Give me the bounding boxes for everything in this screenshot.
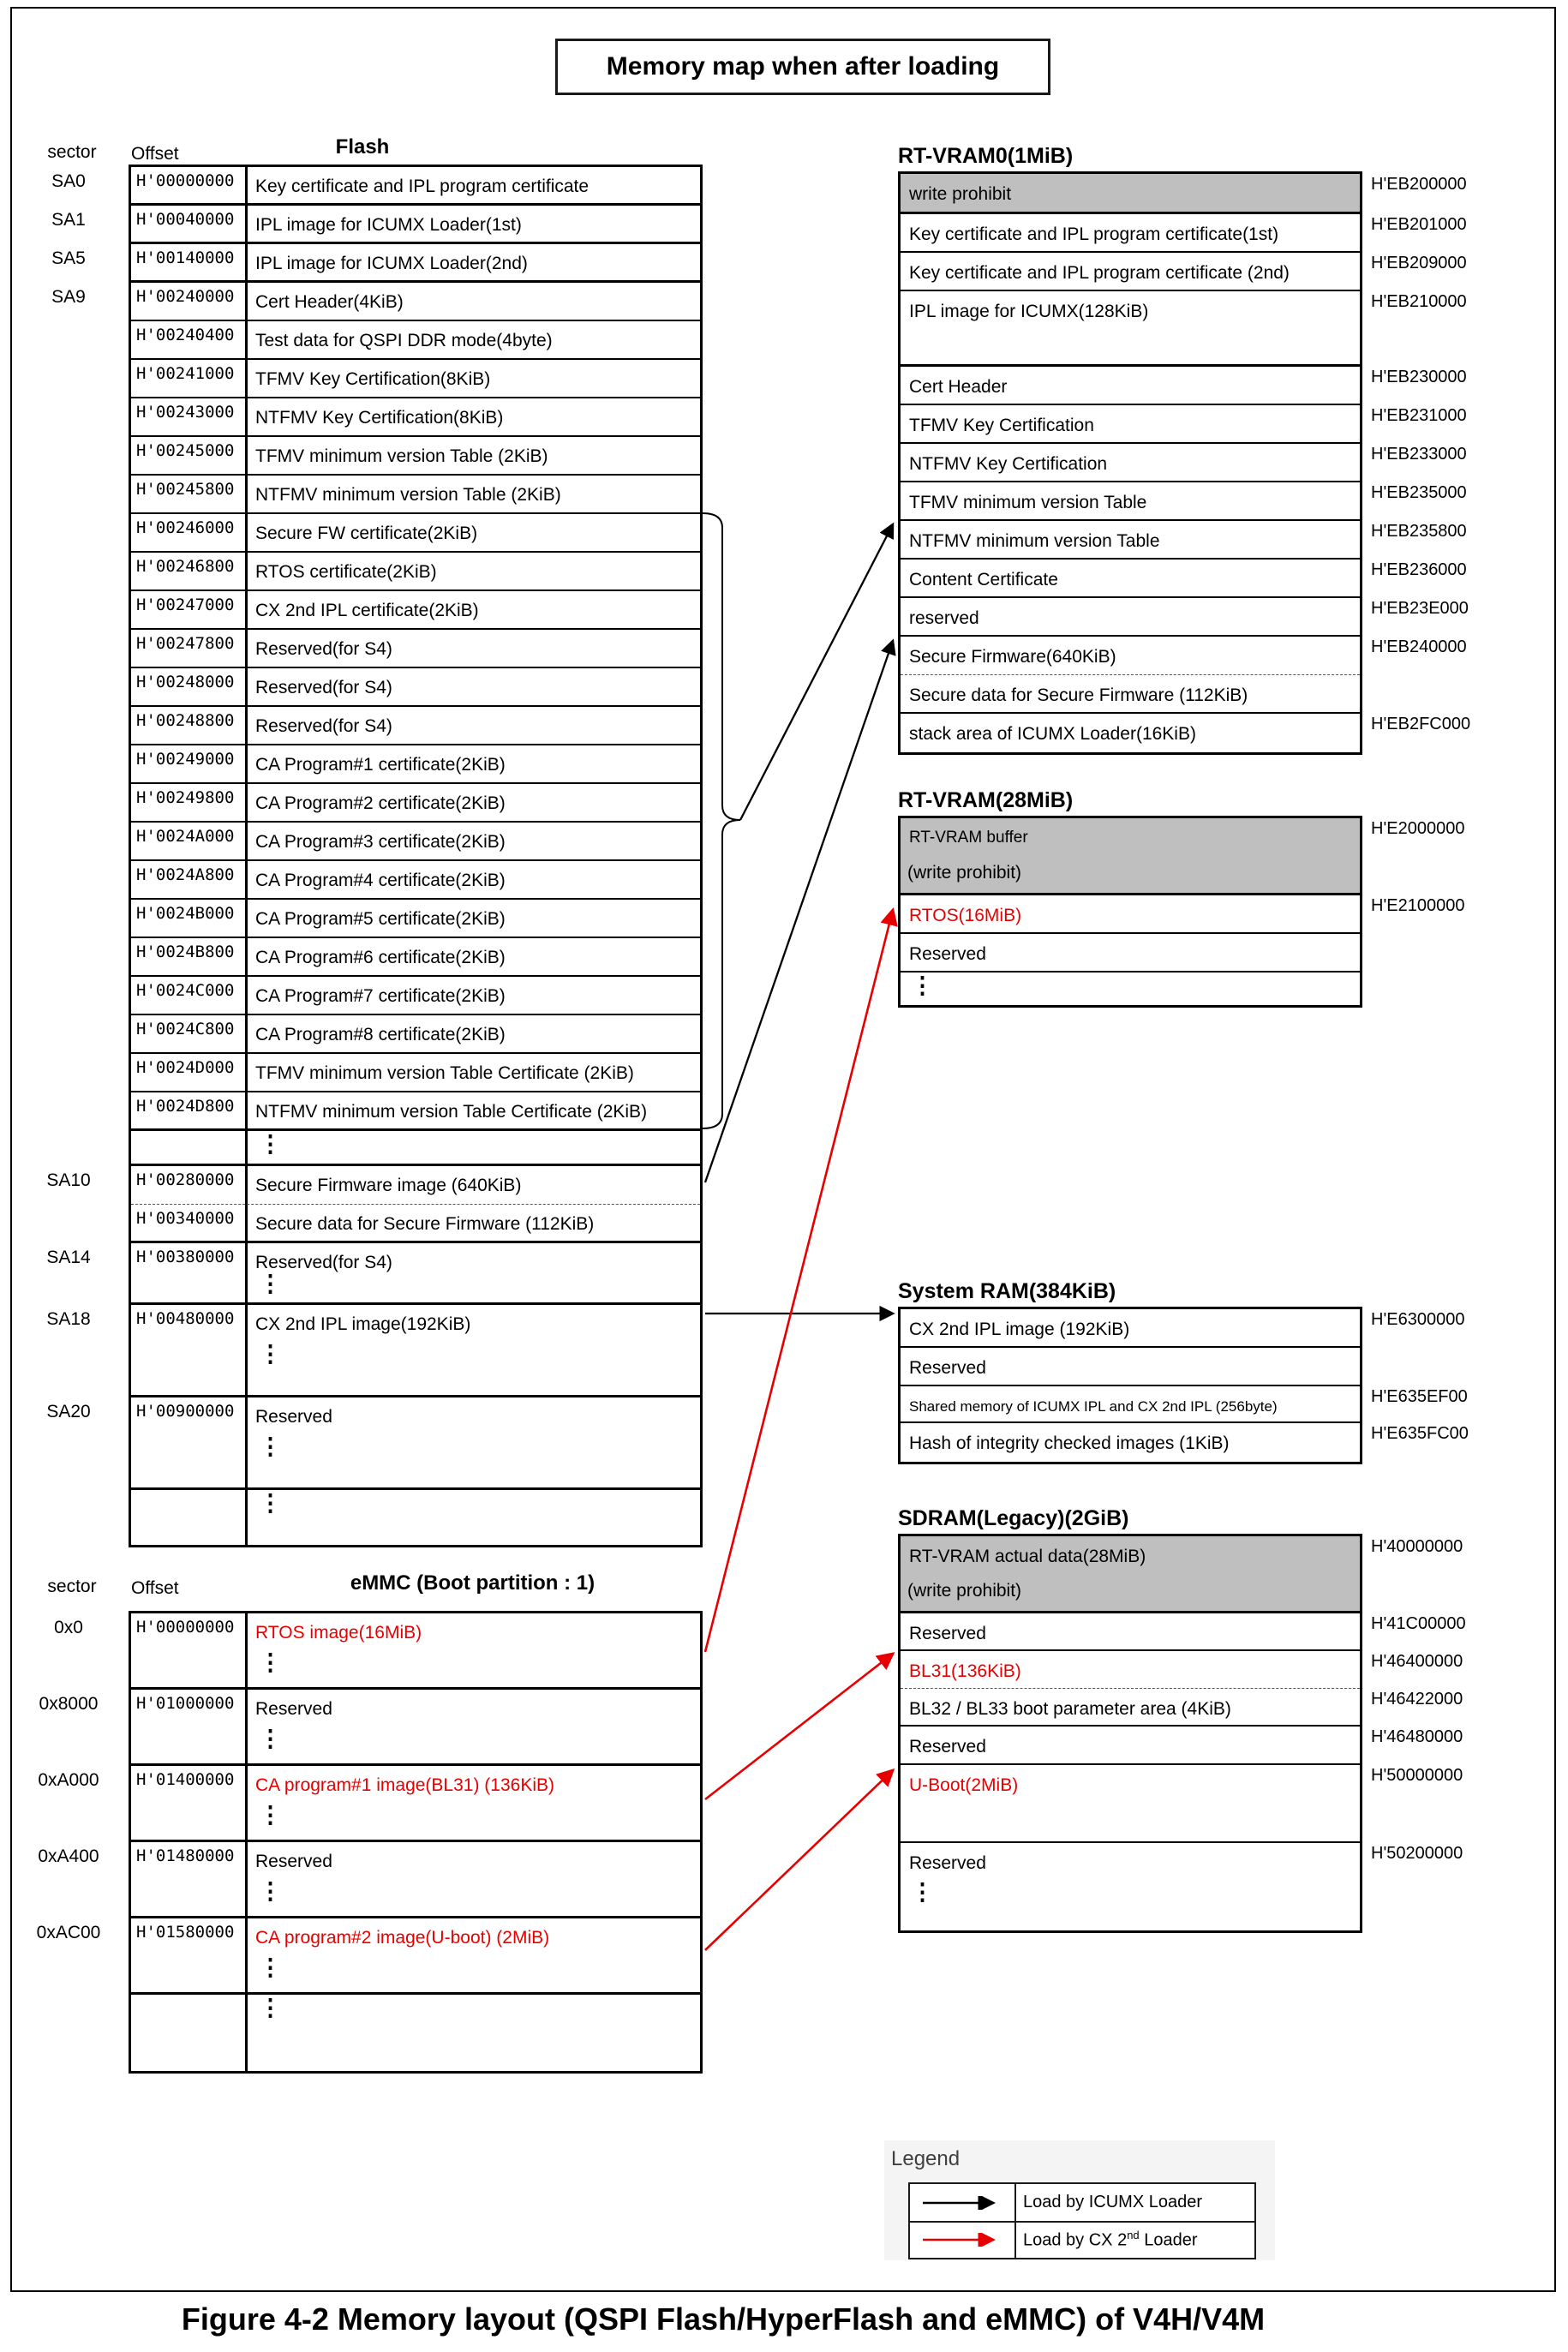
- flash-row: [131, 167, 700, 206]
- flash-sector-header: sector: [47, 142, 97, 162]
- sdram-address: H'40000000: [1371, 1537, 1463, 1556]
- flash-row-label: Reserved: [255, 1407, 332, 1427]
- system-ram-table: [898, 1307, 1362, 1464]
- sdram-row-label: BL32 / BL33 boot parameter area (4KiB): [909, 1699, 1231, 1719]
- emmc-row-offset: H'01400000: [136, 1770, 235, 1789]
- emmc-title: eMMC (Boot partition : 1): [350, 1571, 595, 1595]
- rt-vram0-row: [901, 253, 1360, 291]
- flash-row-offset: H'00248800: [136, 711, 235, 730]
- sdram-address: H'41C00000: [1371, 1614, 1466, 1633]
- system-ram-row: [901, 1423, 1360, 1462]
- flash-row-label: NTFMV minimum version Table Certificate (2KiB): [255, 1102, 648, 1122]
- flash-row-offset: H'00900000: [136, 1402, 235, 1421]
- rt-vram0-row: [901, 637, 1360, 675]
- flash-row-offset: H'00480000: [136, 1309, 235, 1328]
- legend-item-label: Load by CX 2nd Loader: [1023, 2228, 1198, 2250]
- sdram-address: H'46400000: [1371, 1652, 1463, 1671]
- rt-vram0-row: [901, 405, 1360, 444]
- flash-row: [131, 1054, 700, 1092]
- flash-row-offset: H'0024C800: [136, 1020, 235, 1038]
- flash-row-offset: H'00245800: [136, 480, 235, 499]
- legend-superscript: nd: [1127, 2228, 1140, 2241]
- flash-sector-label: SA0: [51, 171, 86, 191]
- rt-vram0-address: H'EB236000: [1371, 560, 1467, 579]
- legend-arrow-cell: [910, 2184, 1016, 2221]
- flash-table: [129, 165, 703, 1547]
- system-ram-address: H'E6300000: [1371, 1310, 1465, 1329]
- flash-row-label: CA Program#4 certificate(2KiB): [255, 871, 506, 890]
- flash-row: [131, 1490, 700, 1545]
- flash-row-offset: H'00243000: [136, 403, 235, 422]
- flash-row: [131, 1243, 700, 1305]
- rt-vram-row-label: Reserved: [909, 944, 986, 964]
- rt-vram0-row: [901, 214, 1360, 253]
- emmc-sector-label: 0xA000: [38, 1770, 99, 1790]
- ellipsis-dots: ⋮: [259, 1878, 282, 1904]
- ellipsis-dots: ⋮: [259, 1649, 282, 1675]
- ellipsis-dots: ⋮: [259, 1726, 282, 1751]
- flash-row: [131, 283, 700, 321]
- flash-row-offset: H'00249800: [136, 788, 235, 807]
- flash-row-label: Reserved(for S4): [255, 1253, 392, 1272]
- flash-row: [131, 360, 700, 398]
- emmc-row: [131, 1842, 700, 1918]
- flash-row-label: Cert Header(4KiB): [255, 292, 404, 312]
- ellipsis-dots: ⋮: [259, 1131, 282, 1157]
- flash-row-offset: H'0024B000: [136, 904, 235, 923]
- flash-row-label: Secure data for Secure Firmware (112KiB): [255, 1214, 595, 1234]
- ellipsis-dots: ⋮: [259, 1490, 282, 1516]
- flash-row: [131, 1397, 700, 1490]
- flash-row-label: RTOS certificate(2KiB): [255, 562, 437, 582]
- legend-heading: Legend: [891, 2147, 961, 2170]
- sdram-row-label: U-Boot(2MiB): [909, 1775, 1019, 1795]
- emmc-sector-label: 0x0: [54, 1618, 83, 1637]
- flash-row: [131, 553, 700, 591]
- flash-sector-label: SA5: [51, 248, 86, 268]
- flash-row-offset: H'00246800: [136, 557, 235, 576]
- legend-table: [908, 2182, 1256, 2259]
- emmc-row-label: CA program#2 image(U-boot) (2MiB): [255, 1928, 550, 1948]
- flash-row-offset: H'00140000: [136, 248, 235, 267]
- rt-vram0-row-label: reserved: [909, 608, 979, 628]
- emmc-sector-label: 0x8000: [39, 1694, 99, 1714]
- flash-row: [131, 514, 700, 553]
- flash-sector-label: SA10: [46, 1170, 91, 1190]
- ellipsis-dots: ⋮: [911, 973, 934, 998]
- rt-vram0-address: H'EB2FC000: [1371, 715, 1471, 733]
- rt-vram0-row-label: Cert Header: [909, 377, 1008, 397]
- flash-row-offset: H'0024C000: [136, 981, 235, 1000]
- sdram-table: [898, 1534, 1362, 1933]
- flash-row: [131, 1166, 700, 1205]
- rt-vram0-row-label: stack area of ICUMX Loader(16KiB): [909, 724, 1196, 744]
- rt-vram0-row-label: NTFMV Key Certification: [909, 454, 1108, 474]
- flash-row-label: CA Program#8 certificate(2KiB): [255, 1025, 506, 1044]
- figure-title-box: [555, 39, 1050, 95]
- flash-row-offset: H'00246000: [136, 518, 235, 537]
- rt-vram-address: H'E2000000: [1371, 819, 1465, 838]
- flash-row-offset: H'00248000: [136, 673, 235, 691]
- system-ram-row: [901, 1386, 1360, 1423]
- flash-sector-label: SA1: [51, 210, 86, 230]
- flash-row-label: IPL image for ICUMX Loader(1st): [255, 215, 522, 235]
- emmc-sector-label: 0xAC00: [36, 1923, 101, 1942]
- ellipsis-dots: ⋮: [259, 1995, 282, 2020]
- system-ram-row-label: Reserved: [909, 1358, 986, 1378]
- flash-row-offset: H'0024D000: [136, 1058, 235, 1077]
- emmc-row-label: CA program#1 image(BL31) (136KiB): [255, 1775, 555, 1795]
- flash-row: [131, 745, 700, 784]
- sdram-row: [901, 1613, 1360, 1651]
- flash-row-label: TFMV minimum version Table Certificate (2KiB): [255, 1063, 634, 1083]
- flash-row: [131, 321, 700, 360]
- rt-vram0-row: [901, 598, 1360, 637]
- flash-row: [131, 784, 700, 823]
- emmc-row-label: RTOS image(16MiB): [255, 1623, 422, 1643]
- rt-vram0-row: [901, 675, 1360, 714]
- emmc-row-offset: H'01580000: [136, 1923, 235, 1942]
- rt-vram0-row-label: Content Certificate: [909, 570, 1058, 589]
- flash-row: [131, 861, 700, 900]
- system-ram-row: [901, 1348, 1360, 1386]
- flash-row-label: CA Program#1 certificate(2KiB): [255, 755, 506, 775]
- emmc-row: [131, 1918, 700, 1995]
- flash-row-label: Key certificate and IPL program certificate: [255, 177, 589, 196]
- flash-row-label: IPL image for ICUMX Loader(2nd): [255, 254, 528, 273]
- flash-row-label: TFMV minimum version Table (2KiB): [255, 446, 548, 466]
- flash-offset-header: Offset: [131, 144, 179, 164]
- emmc-row: [131, 1613, 700, 1690]
- rt-vram0-title: RT-VRAM0(1MiB): [898, 144, 1074, 168]
- rt-vram-row: [901, 934, 1360, 973]
- emmc-table: [129, 1611, 703, 2074]
- ellipsis-dots: ⋮: [911, 1879, 934, 1905]
- rt-vram-row-label: RT-VRAM buffer: [909, 829, 1028, 847]
- flash-row-label: NTFMV minimum version Table (2KiB): [255, 485, 561, 505]
- flash-row: [131, 1015, 700, 1054]
- flash-row-offset: H'00247800: [136, 634, 235, 653]
- legend-item: [910, 2221, 1254, 2258]
- flash-row: [131, 1092, 700, 1131]
- flash-row-label: CA Program#5 certificate(2KiB): [255, 909, 506, 929]
- flash-row-offset: H'00245000: [136, 441, 235, 460]
- system-ram-row: [901, 1309, 1360, 1348]
- flash-row: [131, 900, 700, 938]
- rt-vram0-row: [901, 521, 1360, 560]
- flash-row: [131, 206, 700, 244]
- rt-vram0-row-label: IPL image for ICUMX(128KiB): [909, 302, 1149, 321]
- rt-vram0-address: H'EB210000: [1371, 292, 1467, 311]
- system-ram-address: H'E635FC00: [1371, 1424, 1469, 1443]
- system-ram-row-label: Shared memory of ICUMX IPL and CX 2nd IPL (256byte): [909, 1398, 1278, 1415]
- sdram-row-label: Reserved: [909, 1624, 986, 1643]
- rt-vram0-row: [901, 560, 1360, 598]
- ellipsis-dots: ⋮: [259, 1954, 282, 1980]
- flash-row-offset: H'00249000: [136, 750, 235, 769]
- flash-row: [131, 668, 700, 707]
- rt-vram0-address: H'EB231000: [1371, 406, 1467, 425]
- flash-row: [131, 1305, 700, 1397]
- rt-vram0-row-label: TFMV Key Certification: [909, 416, 1094, 435]
- sdram-address: H'50000000: [1371, 1766, 1463, 1785]
- flash-row: [131, 938, 700, 977]
- rt-vram0-row: [901, 714, 1360, 752]
- rt-vram0-address: H'EB23E000: [1371, 599, 1469, 618]
- emmc-row-offset: H'00000000: [136, 1618, 235, 1637]
- rt-vram0-row-label: Secure data for Secure Firmware (112KiB): [909, 685, 1248, 705]
- flash-row: [131, 591, 700, 630]
- rt-vram-row: [901, 818, 1360, 895]
- flash-sector-label: SA20: [46, 1402, 91, 1421]
- rt-vram0-row: [901, 367, 1360, 405]
- system-ram-row-label: CX 2nd IPL image (192KiB): [909, 1320, 1130, 1339]
- rt-vram-row-label2: (write prohibit): [907, 863, 1022, 883]
- flash-row-offset: H'00380000: [136, 1248, 235, 1266]
- flash-row-offset: H'0024D800: [136, 1097, 235, 1116]
- sdram-address: H'46480000: [1371, 1727, 1463, 1746]
- flash-row-offset: H'0024A800: [136, 865, 235, 884]
- emmc-row: [131, 1690, 700, 1766]
- flash-row: [131, 1131, 700, 1166]
- sdram-row: [901, 1843, 1360, 1930]
- rt-vram0-address: H'EB209000: [1371, 254, 1467, 272]
- sdram-row-label: RT-VRAM actual data(28MiB): [909, 1547, 1146, 1566]
- rt-vram0-row-label: Key certificate and IPL program certificate(1st): [909, 224, 1279, 244]
- flash-row-offset: H'00240000: [136, 287, 235, 306]
- rt-vram0-row-label: Key certificate and IPL program certificate (2nd): [909, 263, 1290, 283]
- sdram-row: [901, 1536, 1360, 1613]
- rt-vram-title: RT-VRAM(28MiB): [898, 788, 1074, 812]
- ellipsis-dots: ⋮: [259, 1341, 282, 1367]
- emmc-sector-label: 0xA400: [38, 1846, 99, 1866]
- flash-row-label: NTFMV Key Certification(8KiB): [255, 408, 504, 428]
- sdram-row: [901, 1651, 1360, 1689]
- red-arrow-icon: [918, 2233, 1007, 2247]
- rt-vram0-address: H'EB230000: [1371, 368, 1467, 386]
- sdram-row-label: Reserved: [909, 1853, 986, 1873]
- emmc-sector-header: sector: [47, 1577, 97, 1596]
- system-ram-row-label: Hash of integrity checked images (1KiB): [909, 1433, 1230, 1453]
- flash-row-offset: H'00000000: [136, 171, 235, 190]
- ellipsis-dots: ⋮: [259, 1802, 282, 1828]
- flash-row-label: CX 2nd IPL image(192KiB): [255, 1314, 471, 1334]
- emmc-offset-header: Offset: [131, 1578, 179, 1598]
- emmc-row: [131, 1766, 700, 1842]
- rt-vram0-row-label: Secure Firmware(640KiB): [909, 647, 1116, 667]
- rt-vram-address: H'E2100000: [1371, 896, 1465, 915]
- sdram-address: H'50200000: [1371, 1844, 1463, 1863]
- flash-sector-label: SA18: [46, 1309, 91, 1329]
- rt-vram-row: [901, 973, 1360, 1005]
- flash-row: [131, 437, 700, 476]
- flash-row-offset: H'00280000: [136, 1170, 235, 1189]
- rt-vram0-address: H'EB235800: [1371, 522, 1467, 541]
- rt-vram-row: [901, 895, 1360, 934]
- sdram-row: [901, 1765, 1360, 1843]
- flash-row-label: Reserved(for S4): [255, 716, 392, 736]
- rt-vram0-row: [901, 174, 1360, 214]
- flash-row: [131, 1205, 700, 1243]
- system-ram-address: H'E635EF00: [1371, 1387, 1468, 1406]
- flash-row: [131, 823, 700, 861]
- emmc-row-label: Reserved: [255, 1852, 332, 1871]
- flash-row: [131, 707, 700, 745]
- rt-vram0-row-label: TFMV minimum version Table: [909, 493, 1147, 512]
- flash-row-offset: H'0024A000: [136, 827, 235, 846]
- rt-vram0-address: H'EB240000: [1371, 637, 1467, 656]
- flash-title: Flash: [335, 135, 390, 159]
- rt-vram0-table: [898, 171, 1362, 755]
- emmc-row-offset: H'01000000: [136, 1694, 235, 1713]
- flash-row: [131, 244, 700, 283]
- sdram-row-label: BL31(136KiB): [909, 1661, 1021, 1681]
- sdram-row-label2: (write prohibit): [907, 1581, 1022, 1601]
- rt-vram0-address: H'EB235000: [1371, 483, 1467, 502]
- sdram-row: [901, 1689, 1360, 1727]
- system-ram-title: System RAM(384KiB): [898, 1279, 1116, 1303]
- ellipsis-dots: ⋮: [259, 1271, 282, 1296]
- rt-vram-table: [898, 816, 1362, 1008]
- rt-vram0-row: [901, 291, 1360, 367]
- flash-row-label: CA Program#2 certificate(2KiB): [255, 793, 506, 813]
- flash-row: [131, 398, 700, 437]
- sdram-address: H'46422000: [1371, 1690, 1463, 1709]
- flash-row-offset: H'0024B800: [136, 943, 235, 961]
- flash-row-offset: H'00247000: [136, 595, 235, 614]
- sdram-row-label: Reserved: [909, 1737, 986, 1757]
- legend-item: [910, 2184, 1254, 2223]
- sdram-title: SDRAM(Legacy)(2GiB): [898, 1506, 1129, 1530]
- flash-sector-label: SA9: [51, 287, 86, 307]
- flash-row-offset: H'00340000: [136, 1209, 235, 1228]
- emmc-row-offset: H'01480000: [136, 1846, 235, 1865]
- emmc-row: [131, 1995, 700, 2071]
- flash-row-label: Secure Firmware image (640KiB): [255, 1176, 522, 1195]
- flash-row-label: CX 2nd IPL certificate(2KiB): [255, 601, 479, 620]
- legend-arrow-cell: [910, 2221, 1016, 2258]
- rt-vram-row-label: RTOS(16MiB): [909, 906, 1022, 925]
- flash-row: [131, 630, 700, 668]
- flash-row-label: CA Program#3 certificate(2KiB): [255, 832, 506, 852]
- flash-row-label: Reserved(for S4): [255, 639, 392, 659]
- rt-vram0-row-label: write prohibit: [909, 184, 1012, 204]
- flash-row-label: CA Program#6 certificate(2KiB): [255, 948, 506, 967]
- flash-row-label: Reserved(for S4): [255, 678, 392, 697]
- flash-row-label: Test data for QSPI DDR mode(4byte): [255, 331, 553, 350]
- emmc-row-label: Reserved: [255, 1699, 332, 1719]
- figure-title: Memory map when after loading: [606, 52, 1000, 81]
- flash-row: [131, 476, 700, 514]
- rt-vram0-row-label: NTFMV minimum version Table: [909, 531, 1160, 551]
- flash-row-offset: H'00040000: [136, 210, 235, 229]
- rt-vram0-row: [901, 444, 1360, 482]
- ellipsis-dots: ⋮: [259, 1433, 282, 1459]
- flash-row-offset: H'00241000: [136, 364, 235, 383]
- legend-item-label: Load by ICUMX Loader: [1023, 2193, 1203, 2211]
- flash-row-label: CA Program#7 certificate(2KiB): [255, 986, 506, 1006]
- figure-caption: Figure 4-2 Memory layout (QSPI Flash/HyperFlash and eMMC) of V4H/V4M: [181, 2301, 1266, 2337]
- black-arrow-icon: [918, 2196, 1007, 2210]
- flash-row-label: Secure FW certificate(2KiB): [255, 524, 478, 543]
- flash-row-label: TFMV Key Certification(8KiB): [255, 369, 491, 389]
- rt-vram0-address: H'EB233000: [1371, 445, 1467, 464]
- flash-row: [131, 977, 700, 1015]
- sdram-row: [901, 1727, 1360, 1765]
- flash-sector-label: SA14: [46, 1248, 91, 1267]
- flash-row-offset: H'00240400: [136, 326, 235, 344]
- rt-vram0-address: H'EB201000: [1371, 215, 1467, 234]
- rt-vram0-row: [901, 482, 1360, 521]
- rt-vram0-address: H'EB200000: [1371, 175, 1467, 194]
